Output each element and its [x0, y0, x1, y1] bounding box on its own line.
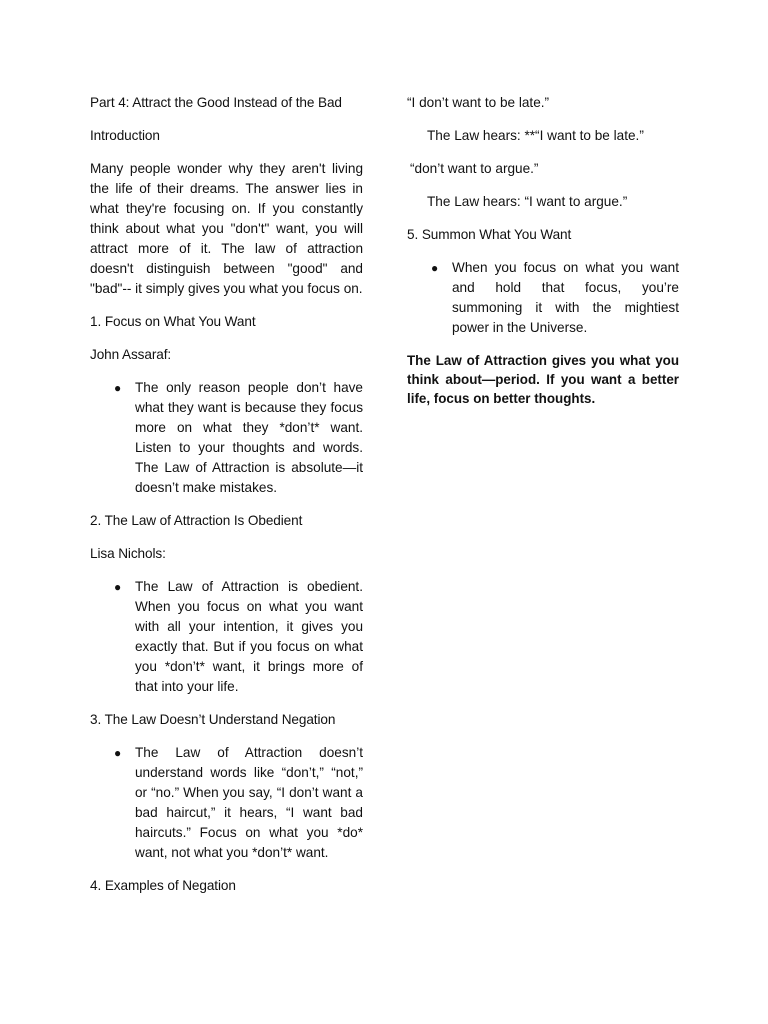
section-5-list — [407, 258, 679, 338]
section-2-heading: 2. The Law of Attraction Is Obedient — [90, 513, 303, 528]
example-1-law-hears: The Law hears: **“I want to be late.” — [427, 128, 644, 143]
section-4-heading: 4. Examples of Negation — [90, 878, 236, 893]
introduction-heading: Introduction — [90, 128, 160, 143]
list-item — [90, 378, 363, 498]
list-item — [407, 258, 679, 338]
bullet-icon: ● — [114, 381, 122, 395]
section-2-list — [90, 577, 363, 697]
section-1-heading: 1. Focus on What You Want — [90, 314, 256, 329]
example-2-quote: “don’t want to argue.” — [410, 161, 539, 176]
bullet-icon: ● — [114, 746, 122, 760]
closing-statement: The Law of Attraction gives you what you think about—period. If you want a better life, focus on better thoughts. — [407, 353, 679, 406]
list-item — [90, 577, 363, 697]
list-item-text: The Law of Attraction doesn’t understand words like “don’t,” “not,” or “no.” When you say, “I don’t want a bad haircut,” it hears, “I want bad haircuts.” Focus on what you *do* want, not what you *don’t* want. — [135, 745, 363, 860]
left-column — [90, 93, 363, 909]
list-item-text: The Law of Attraction is obedient. When you focus on what you want with all your intention, it gives you exactly that. But if you focus on what you *don’t* want, it brings more of that into your life. — [135, 579, 363, 694]
list-item-text: When you focus on what you want and hold that focus, you’re summoning it with the mightiest power in the Universe. — [452, 260, 679, 335]
list-item-text: The only reason people don’t have what they want is because they focus more on what they *don’t* want. Listen to your thoughts and words. The Law of Attraction is absolute—it doesn’t make mistakes. — [135, 380, 363, 495]
example-2-law-hears: The Law hears: “I want to argue.” — [427, 194, 628, 209]
bullet-icon: ● — [431, 261, 439, 275]
section-5-heading: 5. Summon What You Want — [407, 227, 572, 242]
section-1-list — [90, 378, 363, 498]
bullet-icon: ● — [114, 580, 122, 594]
document-title: Part 4: Attract the Good Instead of the Bad — [90, 95, 342, 110]
right-column — [407, 93, 679, 421]
list-item — [90, 743, 363, 863]
section-3-list — [90, 743, 363, 863]
section-3-heading: 3. The Law Doesn’t Understand Negation — [90, 712, 336, 727]
section-2-speaker: Lisa Nichols: — [90, 546, 166, 561]
section-1-speaker: John Assaraf: — [90, 347, 172, 362]
introduction-paragraph: Many people wonder why they aren't living the life of their dreams. The answer lies in what they're focusing on. If you constantly think about what you "don't" want, you will attract more of it. The law of attraction doesn't distinguish between "good" and "bad"-- it simply gives you what you focus on. — [90, 161, 363, 296]
example-1-quote: “I don’t want to be late.” — [407, 95, 550, 110]
